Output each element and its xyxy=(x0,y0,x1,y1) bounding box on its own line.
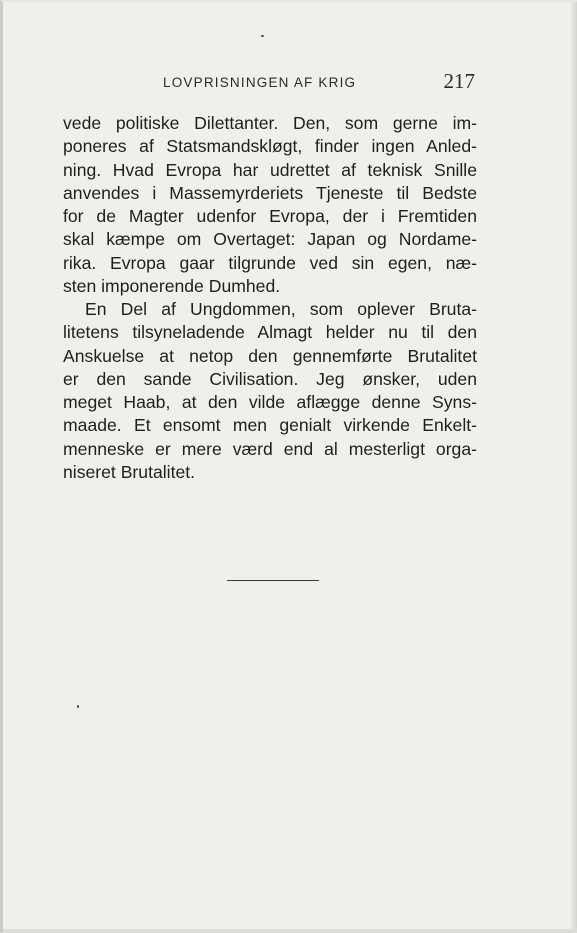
text-line: En Del af Ungdommen, som oplever Bruta- xyxy=(85,299,477,319)
text-line: anvendes i Massemyrderiets Tjeneste til Bedste xyxy=(63,182,477,203)
page-header xyxy=(63,69,477,99)
text-line: maade. Et ensomt men genialt virkende Enkelt- xyxy=(63,415,477,436)
text-line: ning. Hvad Evropa har udrettet af teknisk Snille xyxy=(63,159,477,180)
text-line: er den sande Civilisation. Jeg ønsker, uden xyxy=(63,368,477,389)
page-bottom-edge xyxy=(3,929,577,933)
text-line: skal kæmpe om Overtaget: Japan og Nordame- xyxy=(63,229,477,250)
section-end-rule xyxy=(227,580,319,581)
page-number: 217 xyxy=(443,69,475,93)
text-line: litetens tilsyneladende Almagt helder nu til den xyxy=(63,322,477,343)
paper-speck xyxy=(77,705,79,708)
text-line: vede politiske Dilettanter. Den, som gerne im- xyxy=(63,113,477,133)
text-line: rika. Evropa gaar tilgrunde ved sin egen, næ- xyxy=(63,252,477,273)
paper-speck xyxy=(261,35,264,37)
text-line: poneres af Statsmandskløgt, finder ingen Anled- xyxy=(63,136,477,157)
text-line: Anskuelse at netop den gennemførte Brutalitet xyxy=(63,345,477,366)
text-line: sten imponerende Dumhed. xyxy=(63,275,281,296)
text-line: menneske er mere værd end al mesterligt orga- xyxy=(63,438,477,459)
page-edge-shadow xyxy=(571,2,577,933)
text-line: for de Magter udenfor Evropa, der i Fremtiden xyxy=(63,206,477,226)
text-line: niseret Brutalitet. xyxy=(63,461,196,482)
body-text xyxy=(63,112,477,484)
text-line: meget Haab, at den vilde aflægge denne Syns- xyxy=(63,392,477,412)
running-head: LOVPRISNINGEN AF KRIG xyxy=(163,75,357,90)
